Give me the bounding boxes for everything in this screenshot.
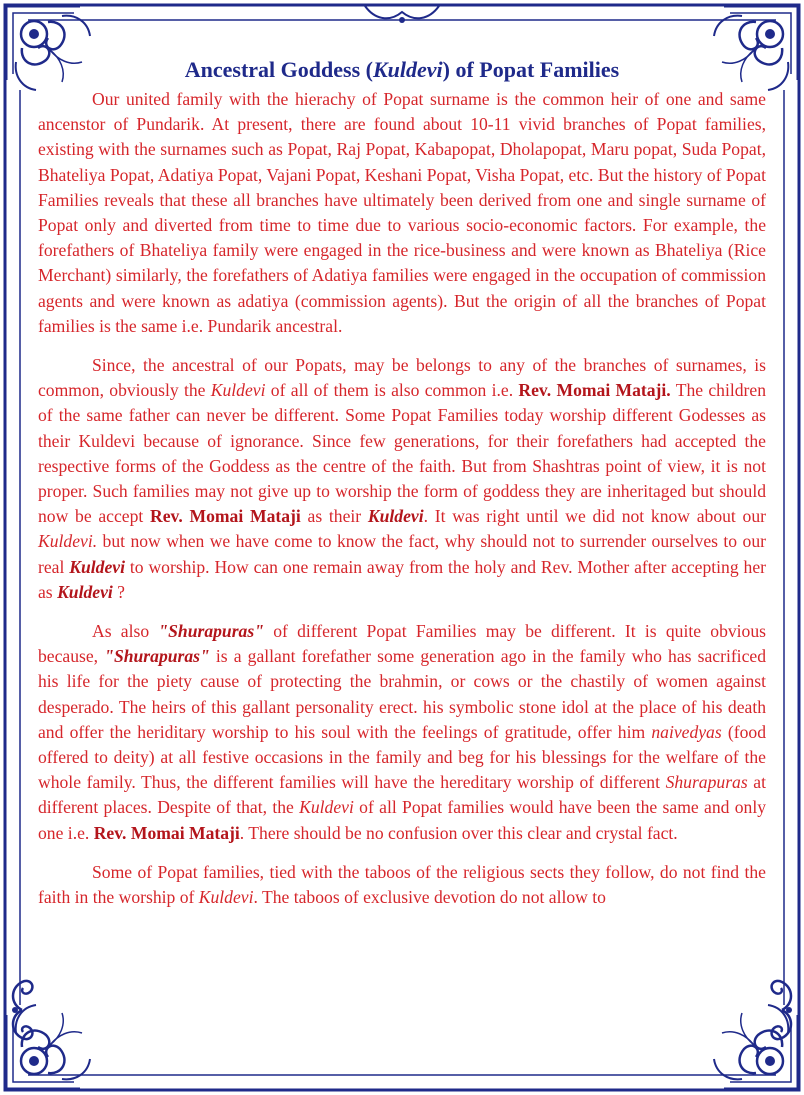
paragraph-4: Some of Popat families, tied with the taboos of the religious sects they follow, do not find the faith in the worship of Kuldevi. The taboos of exclusive devotion do not allow to xyxy=(38,861,766,908)
page-title: Ancestral Goddess (Kuldevi) of Popat Families xyxy=(184,57,620,82)
deity-name: Rev. Momai Mataji xyxy=(150,506,301,527)
deity-name: Rev. Momai Mataji. xyxy=(518,380,671,401)
document-body xyxy=(38,48,766,1095)
paragraph-1: Our united family with the hierachy of Popat surname is the common heir of one and same ancenstor of Pundarik. At present, there are found about 10-11 vivid branches of Popat families, existing with the surnames such as Popat, Raj Popat, Kabapopat, Dholapopat, Maru popat, Suda Popat, Bhateliya Popat, Adatiya Popat, Vajani Popat, Keshani Popat, Visha Popat, etc. But the history of Popat Families reveals that these all branches have ultimately been derived from one and single surname of Popat only and diverted from time to time due to various socio-economic factors. For example, the forefathers of Bhateliya family were engaged in the rice-business and were known as Bhateliya (Rice Merchant) similarly, the forefathers of Adatiya families were engaged in the occupation of commission agents and were known as adatiya (commission agents). But the origin of all the branches of Popat families is the same i.e. Pundarik ancestral. xyxy=(38,89,766,336)
paragraph-2: Since, the ancestral of our Popats, may be belongs to any of the branches of surnames, is common, obviously the Kuldevi of all of them is also common i.e. Rev. Momai Mataji. The children of the same father can never be different. Some Popat Families today worship different Godesses as their Kuldevi because of ignorance. Since few generations, for their forefathers had accepted the respective forms of the Goddess as the centre of the faith. But from Shashtras point of view, it is not proper. Such families may not give up to worship the form of goddess they are inheritaged but should now be accept Rev. Momai Mataji as their Kuldevi. It was right until we did not know about our Kuldevi. but now when we have come to know the fact, why should not to surrender ourselves to our real Kuldevi to worship. How can one remain away from the holy and Rev. Mother after accepting her as Kuldevi ? xyxy=(38,355,767,602)
paragraph-3: As also "Shurapuras" of different Popat Families may be different. It is quite obvious because, "Shurapuras" is a gallant forefather some generation ago in the family who has sacrificed his life for the piety cause of protecting the brahmin, or cows or the chastily of women against desperado. The heirs of this gallant personality erect. his symbolic stone idol at the place of his death and offer the heriditary worship to his soul with the feelings of gratitude, offer him naivedyas (food offered to deity) at all festive occasions in the family and beg for his blessings for the welfare of the whole family. Thus, the different families will have the hereditary worship of different Shurapuras at different places. Despite of that, the Kuldevi of all Popat families would have been the same and only one i.e. Rev. Momai Mataji. There should be no confusion over this clear and crystal fact. xyxy=(38,621,766,843)
deity-name: Rev. Momai Mataji xyxy=(93,822,240,843)
title-emphasis: Kuldevi xyxy=(372,57,443,82)
